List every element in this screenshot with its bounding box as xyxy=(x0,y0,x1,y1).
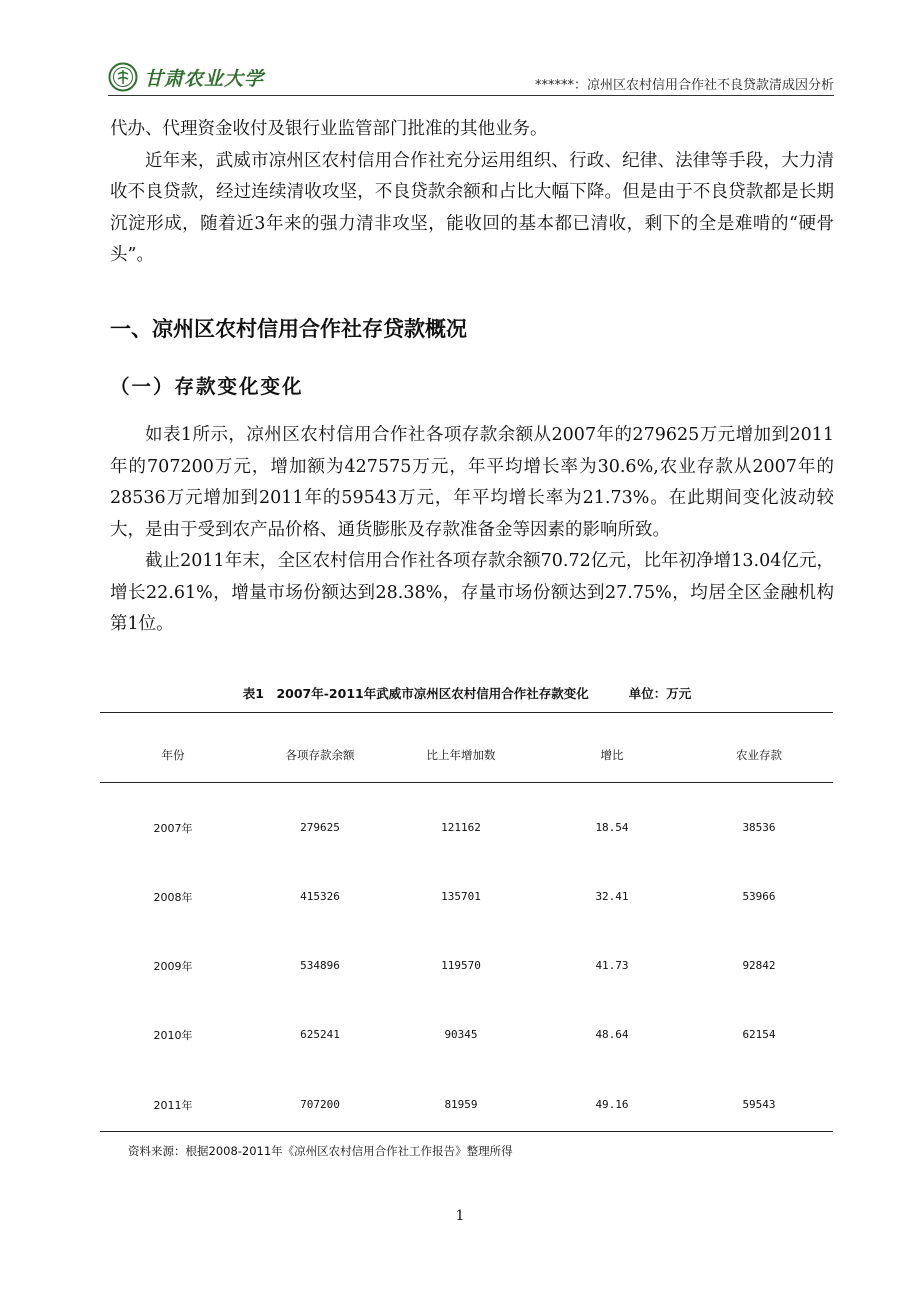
table-cell: 119570 xyxy=(441,959,481,972)
table-title: 表1 2007年-2011年武威市凉州区农村信用合作社存款变化 xyxy=(242,686,589,701)
table-caption xyxy=(100,684,834,702)
table-header-rule xyxy=(100,782,833,783)
paragraph-year-end-2011: 截止2011年末，全区农村信用合作社各项存款余额70.72亿元，比年初净增13.04亿元，增长22.61%，增量市场份额达到28.38%，存量市场份额达到27.75%，均居全区金融机构第1位。 xyxy=(110,551,834,634)
table-cell: 2009年 xyxy=(153,960,193,973)
intro-block xyxy=(110,114,834,272)
section-heading: 一、凉州区农村信用合作社存贷款概况 xyxy=(110,317,467,341)
deposit-analysis-block xyxy=(110,420,834,641)
table-bottom-rule xyxy=(100,1131,833,1132)
logo-wordmark: 甘肃农业大学 xyxy=(144,67,265,90)
table-cell: 625241 xyxy=(300,1028,340,1041)
running-header-title: ******：凉州区农村信用合作社不良贷款清成因分析 xyxy=(534,78,834,93)
table-cell: 534896 xyxy=(300,959,340,972)
page-number: 1 xyxy=(455,1208,465,1224)
table-cell: 18.54 xyxy=(595,821,629,834)
table-cell: 90345 xyxy=(444,1028,478,1041)
table-cell: 38536 xyxy=(742,821,776,834)
table-cell: 707200 xyxy=(300,1098,340,1111)
column-header: 比上年增加数 xyxy=(426,748,496,762)
table-cell: 59543 xyxy=(742,1098,776,1111)
table-cell: 81959 xyxy=(444,1098,478,1111)
table-cell: 53966 xyxy=(742,890,776,903)
table-cell: 415326 xyxy=(300,890,340,903)
column-header: 增比 xyxy=(600,748,624,762)
paragraph-recent-years: 近年来，武威市凉州区农村信用合作社充分运用组织、行政、纪律、法律等手段，大力清收不良贷款，经过连续清收攻坚，不良贷款余额和占比大幅下降。但是由于不良贷款都是长期沉淀形成，随着近3年来的强力清非攻坚，能收回的基本都已清收，剩下的全是难啃的“硬骨头”。 xyxy=(110,150,834,265)
table-cell: 135701 xyxy=(441,890,481,903)
table-cell: 32.41 xyxy=(595,890,629,903)
paragraph-continuation: 代办、代理资金收付及银行业监管部门批准的其他业务。 xyxy=(110,119,548,139)
table-cell: 2007年 xyxy=(153,822,193,835)
table-cell: 2011年 xyxy=(153,1099,193,1112)
table-cell: 121162 xyxy=(441,821,481,834)
table-top-rule xyxy=(100,712,833,713)
column-header: 农业存款 xyxy=(736,748,782,762)
table-cell: 2010年 xyxy=(153,1029,193,1042)
table-cell: 92842 xyxy=(742,959,776,972)
table-cell: 48.64 xyxy=(595,1028,629,1041)
subsection-heading: （一）存款变化变化 xyxy=(110,375,304,398)
column-header: 年份 xyxy=(161,748,185,762)
university-emblem-icon xyxy=(108,62,138,92)
table-cell: 49.16 xyxy=(595,1098,629,1111)
table-cell: 41.73 xyxy=(595,959,629,972)
table-source-note: 资料来源：根据2008-2011年《凉州区农村信用合作社工作报告》整理所得 xyxy=(128,1144,513,1158)
table-cell: 62154 xyxy=(742,1028,776,1041)
paragraph-table-summary: 如表1所示，凉州区农村信用合作社各项存款余额从2007年的279625万元增加到2011年的707200万元，增加额为427575万元，年平均增长率为30.6%,农业存款从2007年的28536万元增加到2011年的59543万元，年平均增长率为21.73%。在此期间变化波动较大，是由于受到农产品价格、通货膨胀及存款准备金等因素的影响所致。 xyxy=(110,425,834,540)
header-divider xyxy=(108,95,834,96)
page-header xyxy=(108,60,834,98)
table-cell: 2008年 xyxy=(153,891,193,904)
table-unit: 单位：万元 xyxy=(628,686,692,701)
table-cell: 279625 xyxy=(300,821,340,834)
column-header: 各项存款余额 xyxy=(285,748,355,762)
university-logo xyxy=(108,60,264,94)
